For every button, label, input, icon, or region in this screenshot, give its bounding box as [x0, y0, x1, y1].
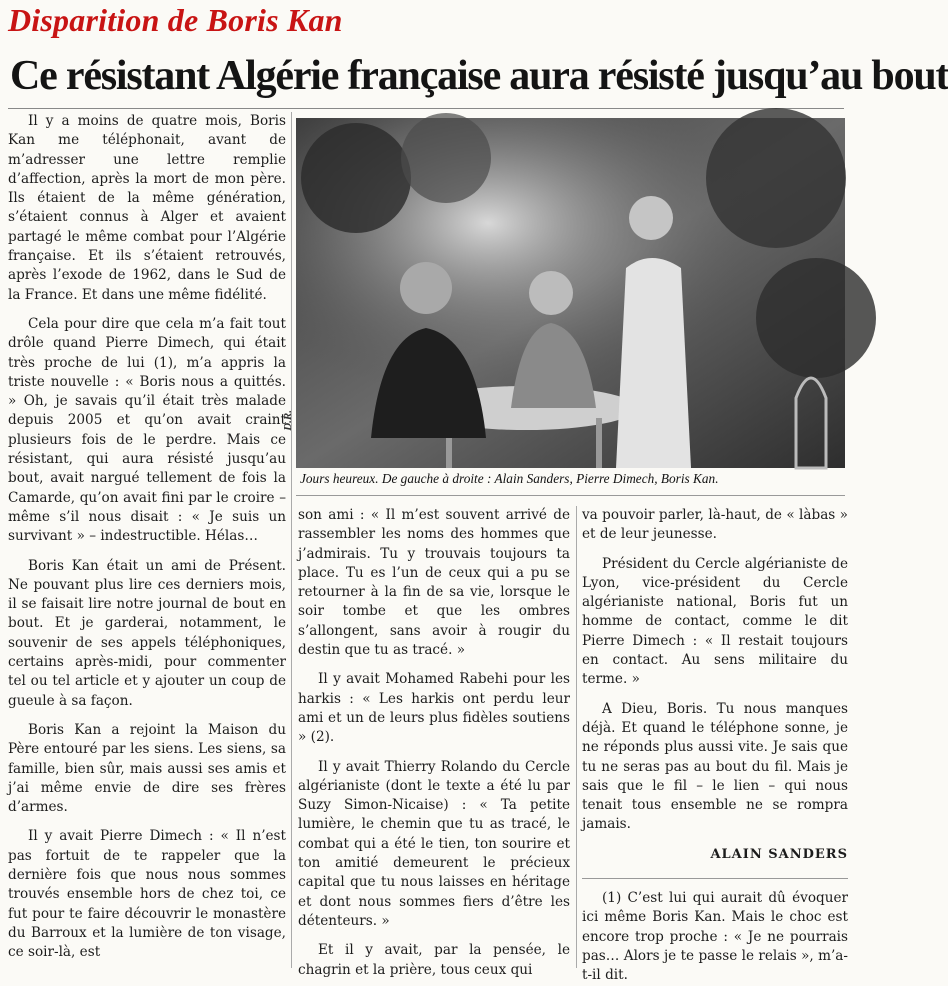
headline: Ce résistant Algérie française aura résisté jusqu’au bout — [10, 53, 948, 99]
paragraph: Il y a moins de quatre mois, Boris Kan me téléphonait, avant de m’adresser une lettre remplie d’affection, après la mort de mon père. Ils étaient de la même génération, s’étaient connus à Alger et avaient partagé le même combat pour l’Algérie française. Et ils s’étaient retrouvés, après l’exode de 1962, dans le Sud de la France. Et dans une même fidélité. — [8, 113, 286, 303]
article-column-2 — [298, 506, 570, 978]
footnote-rule — [582, 878, 848, 879]
paragraph: Boris Kan était un ami de Présent. Ne pouvant plus lire ces derniers mois, il se faisait lire notre journal de bout en bout. Et je garderai, notamment, le souvenir de ses appels téléphoniques, certains après-midi, pour commenter tel ou tel article et y ajouter un coup de gueule à sa façon. — [8, 557, 286, 709]
footnote: (1) C’est lui qui aurait dû évoquer ici même Boris Kan. Mais le choc est encore trop proche : « Je ne pourrais pas… Alors je te passe le relais », m’a-t-il dit. — [582, 890, 848, 984]
photo — [296, 118, 845, 468]
column-divider — [291, 112, 292, 968]
photo-caption: Jours heureux. De gauche à droite : Alain Sanders, Pierre Dimech, Boris Kan. — [300, 471, 719, 486]
author-signature: ALAIN SANDERS — [710, 846, 848, 862]
paragraph: Il y avait Mohamed Rabehi pour les harkis : « Les harkis ont perdu leur ami et un de leurs plus fidèles soutiens » (2). — [298, 671, 570, 746]
photo-credit: D.R. — [282, 410, 294, 431]
paragraph: Boris Kan a rejoint la Maison du Père entouré par les siens. Les siens, sa famille, bien sûr, mais aussi ses amis et j’ai même envie de dire ses frères d’armes. — [8, 721, 286, 816]
paragraph: Président du Cercle algérianiste de Lyon, vice-président du Cercle algérianiste national, Boris fut un homme de contact, comme le dit Pierre Dimech : « Il restait toujours en contact. Au sens militaire du terme. » — [582, 555, 848, 688]
paragraph: Il y avait Thierry Rolando du Cercle algérianiste (dont le texte a été lu par Suzy Simon-Nicaise) : « Ta petite lumière, le chemin que tu as tracé, le combat qui a été le tien, ton sourire et ton amitié demeurent le précieux capital que tu nous laisses en héritage et dont nous sommes fiers d’être les détenteurs. » — [298, 758, 570, 929]
article-column-3 — [582, 506, 848, 984]
paragraph: A Dieu, Boris. Tu nous manques déjà. Et quand le téléphone sonne, je ne réponds plus aussi vite. Je sais que tu ne seras pas au bout du fil. Mais je sais que le fil – le lien – qui nous tenait tous ensemble ne se rompra jamais. — [582, 700, 848, 833]
caption-rule — [296, 495, 845, 496]
headline-rule — [8, 108, 844, 109]
paragraph: Il y avait Pierre Dimech : « Il n’est pas fortuit de te rappeler que la dernière fois que nous nous sommes trouvés ensemble hors de chez toi, ce fut pour te faire découvrir le monastère du Barroux et la lumière de ton visage, ce soir-là, est — [8, 828, 286, 961]
article-column-1 — [8, 112, 286, 968]
kicker: Disparition de Boris Kan — [8, 2, 343, 38]
paragraph: Et il y avait, par la pensée, le chagrin et la prière, tous ceux qui — [298, 942, 570, 978]
paragraph: son ami : « Il m’est souvent arrivé de rassembler les noms des hommes que j’admirais. Tu y trouvais toujours ta place. Tu es l’un de ceux qui a pu se retourner à la fin de sa vie, lorsque le soir tombe et que les ombres s’allongent, sans avoir à rougir du destin que tu as tracé. » — [298, 507, 570, 659]
column-divider — [576, 506, 577, 968]
paragraph: Cela pour dire que cela m’a fait tout drôle quand Pierre Dimech, qui était très proche de lui (1), m’a appris la triste nouvelle : « Boris nous a quittés. » Oh, je savais qu’il était très malade depuis 2005 et qu’on avait craint plusieurs fois de le perdre. Mais ce résistant, qui aura résisté jusqu’au bout, avait nargué tellement de fois la Camarde, qu’on avait fini par le croire – même s’il nous disait : « Je suis un survivant » – indestructible. Hélas… — [8, 315, 286, 545]
paragraph: va pouvoir parler, là-haut, de « làbas » et de leur jeunesse. — [582, 507, 848, 543]
photo-illustration — [296, 118, 845, 468]
